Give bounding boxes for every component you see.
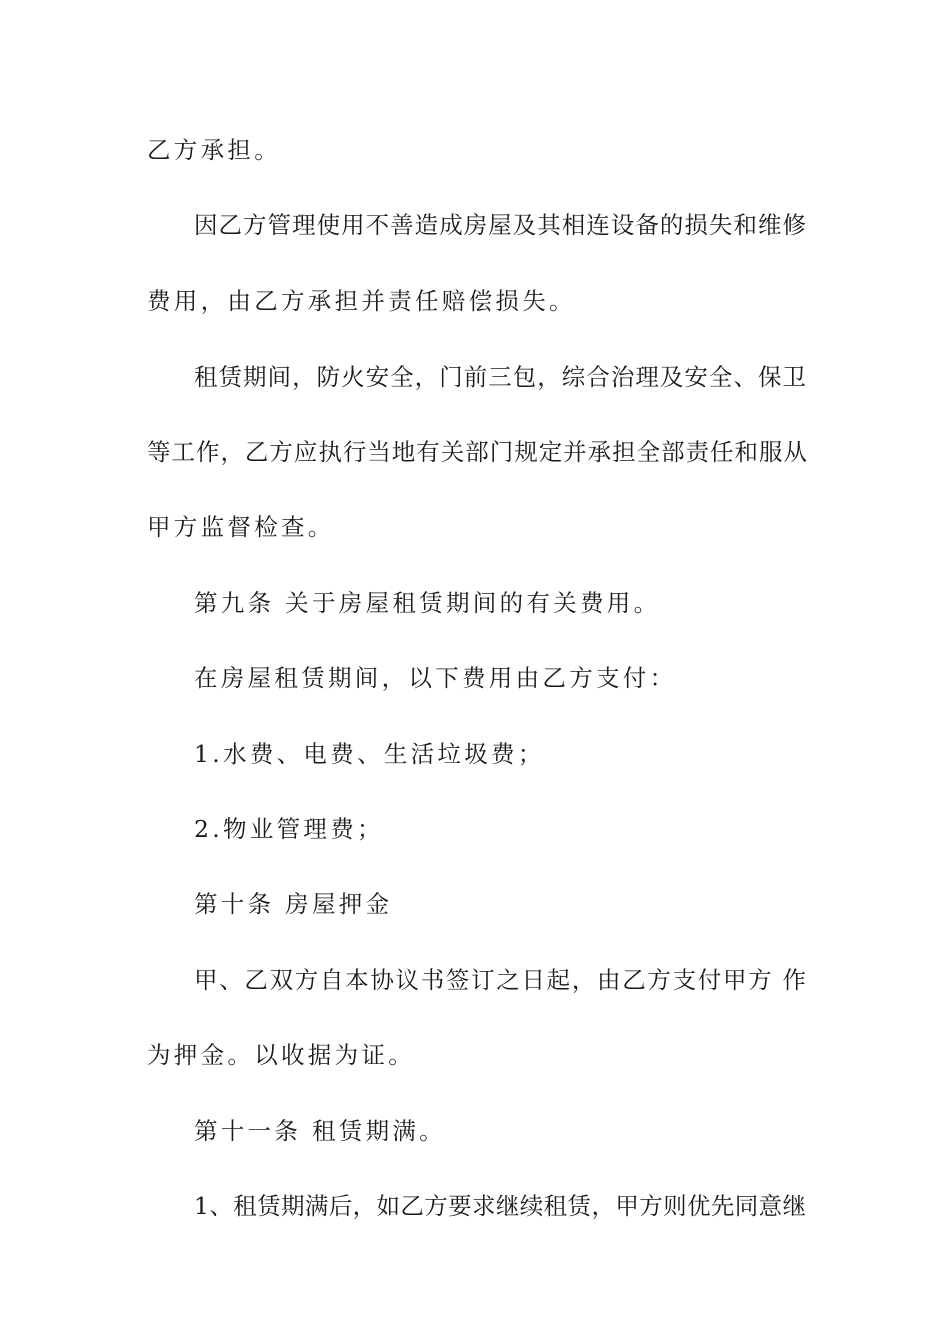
list-item: 1.水费、电费、生活垃圾费； (194, 740, 545, 768)
section-heading: 第十条 房屋押金 (194, 890, 393, 918)
paragraph-line: 甲、乙双方自本协议书签订之日起，由乙方支付甲方 作 (194, 966, 806, 994)
paragraph-line: 等工作，乙方应执行当地有关部门规定并承担全部责任和服从 (147, 438, 807, 466)
paragraph-line: 因乙方管理使用不善造成房屋及其相连设备的损失和维修 (194, 211, 806, 239)
paragraph-line: 费用，由乙方承担并责任赔偿损失。 (147, 287, 576, 315)
paragraph-line: 为押金。以收据为证。 (147, 1041, 415, 1069)
paragraph-line: 租赁期间，防火安全，门前三包，综合治理及安全、保卫 (194, 363, 806, 391)
paragraph-line: 1、租赁期满后，如乙方要求继续租赁，甲方则优先同意继 (194, 1192, 806, 1220)
section-heading: 第十一条 租赁期满。 (194, 1117, 446, 1145)
section-heading: 第九条 关于房屋租赁期间的有关费用。 (194, 589, 661, 617)
list-item: 2.物业管理费； (194, 815, 384, 843)
paragraph-line: 甲方监督检查。 (147, 513, 335, 541)
paragraph-line: 在房屋租赁期间，以下费用由乙方支付： (194, 664, 677, 692)
paragraph-line: 乙方承担。 (147, 136, 281, 164)
